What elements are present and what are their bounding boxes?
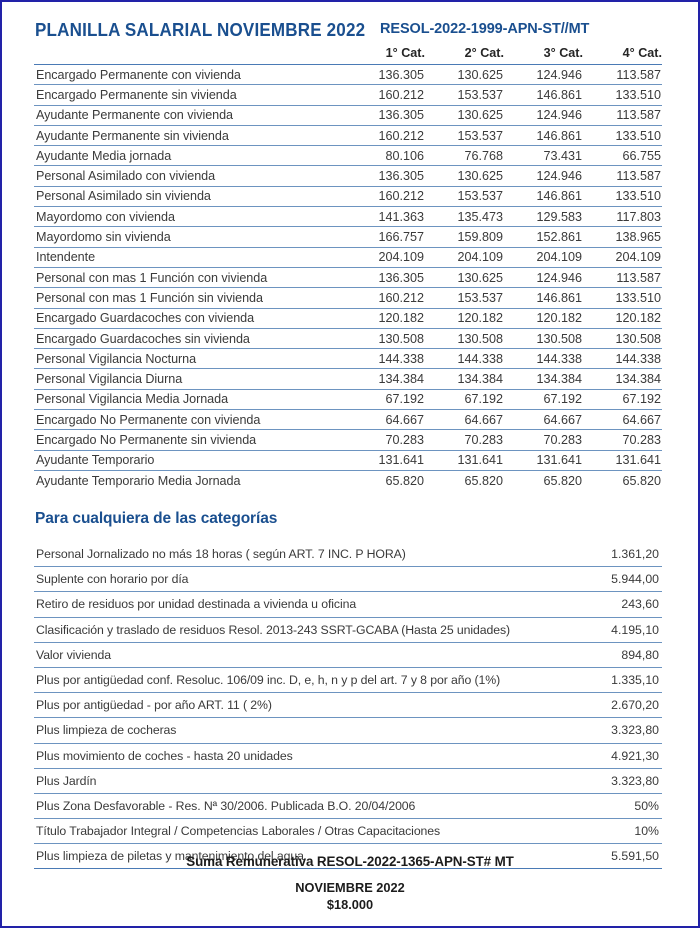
table-row — [34, 288, 662, 308]
category-value-cat-4: 204.109 — [583, 247, 662, 267]
category-value-cat-2: 70.283 — [425, 430, 504, 450]
category-label: Encargado Guardacoches con vivienda — [34, 308, 346, 328]
extra-value: 5.944,00 — [574, 567, 662, 592]
category-value-cat-1: 130.508 — [346, 328, 425, 348]
category-label: Personal Vigilancia Diurna — [34, 369, 346, 389]
category-value-cat-2: 159.809 — [425, 227, 504, 247]
category-value-cat-4: 144.338 — [583, 349, 662, 369]
category-label: Personal Asimilado con vivienda — [34, 166, 346, 186]
extra-label: Plus Zona Desfavorable - Res. Nª 30/2006. Publicada B.O. 20/04/2006 — [34, 793, 574, 818]
category-value-cat-1: 160.212 — [346, 125, 425, 145]
category-value-cat-2: 134.384 — [425, 369, 504, 389]
category-value-cat-2: 65.820 — [464, 473, 503, 488]
category-value-cat-2: 130.508 — [425, 328, 504, 348]
extra-label: Plus limpieza de cocheras — [34, 718, 574, 743]
category-value-cat-1: 70.283 — [346, 430, 425, 450]
table-row — [34, 146, 662, 166]
category-value-cat-3: 124.946 — [504, 105, 583, 125]
extra-label: Personal Jornalizado no más 18 horas ( según ART. 7 INC. P HORA) — [34, 542, 574, 567]
extra-value: 4.195,10 — [574, 617, 662, 642]
extra-value: 50% — [574, 793, 662, 818]
category-value-cat-1: 80.106 — [346, 146, 425, 166]
extra-value: 3.323,80 — [574, 718, 662, 743]
column-header-description — [34, 46, 346, 65]
category-value-cat-2: 130.625 — [425, 267, 504, 287]
table-row — [34, 166, 662, 186]
category-label: Mayordomo con vivienda — [34, 207, 346, 227]
category-value-cat-1: 65.820 — [385, 473, 424, 488]
category-table-head — [34, 46, 662, 65]
category-value-cat-3: 120.182 — [504, 308, 583, 328]
category-value-cat-4: 120.182 — [583, 308, 662, 328]
category-value-cat-1: 144.338 — [346, 349, 425, 369]
table-row — [34, 369, 662, 389]
category-value-cat-1: 131.641 — [346, 450, 425, 470]
extra-label: Plus movimiento de coches - hasta 20 unidades — [34, 743, 574, 768]
category-value-cat-2: 67.192 — [425, 389, 504, 409]
extra-label: Plus Jardín — [34, 768, 574, 793]
document-footer — [2, 854, 698, 912]
list-item — [34, 667, 662, 692]
category-value-cat-4: 133.510 — [583, 125, 662, 145]
column-header-cat-1: 1° Cat. — [346, 46, 425, 65]
extra-label: Plus por antigüedad conf. Resoluc. 106/09 inc. D, e, h, n y p del art. 7 y 8 por año (1%) — [34, 667, 574, 692]
table-row — [34, 450, 662, 470]
category-value-cat-4: 113.587 — [583, 105, 662, 125]
extra-value: 2.670,20 — [574, 693, 662, 718]
category-label: Encargado Permanente con vivienda — [34, 65, 346, 85]
category-value-cat-4: 117.803 — [583, 207, 662, 227]
extra-value: 5.591,50 — [574, 844, 662, 869]
category-label: Ayudante Temporario — [34, 450, 346, 470]
column-header-cat-2: 2° Cat. — [425, 46, 504, 65]
page-title: PLANILLA SALARIAL NOVIEMBRE 2022 — [35, 19, 366, 40]
category-value-cat-4: 65.820 — [622, 473, 661, 488]
category-label: Encargado No Permanente sin vivienda — [34, 430, 346, 450]
category-value-cat-3: 146.861 — [504, 85, 583, 105]
category-value-cat-2: 64.667 — [425, 410, 504, 430]
extras-table — [34, 542, 662, 869]
extra-value: 10% — [574, 819, 662, 844]
category-value-cat-2: 76.768 — [425, 146, 504, 166]
extra-value: 1.361,20 — [574, 542, 662, 567]
table-row — [34, 186, 662, 206]
category-label: Ayudante Temporario Media Jornada — [36, 473, 241, 488]
category-value-cat-3: 124.946 — [504, 267, 583, 287]
extra-label: Retiro de residuos por unidad destinada a vivienda u oficina — [34, 592, 574, 617]
category-value-cat-3: 152.861 — [504, 227, 583, 247]
table-row — [34, 65, 662, 85]
category-label: Encargado Permanente sin vivienda — [34, 85, 346, 105]
category-value-cat-3: 144.338 — [504, 349, 583, 369]
category-value-cat-2: 153.537 — [425, 186, 504, 206]
category-value-cat-1: 141.363 — [346, 207, 425, 227]
category-table-header-row — [34, 46, 662, 65]
extra-label: Plus limpieza de piletas y mantenimiento del agua — [34, 844, 574, 869]
category-value-cat-3: 131.641 — [504, 450, 583, 470]
category-value-cat-3: 67.192 — [504, 389, 583, 409]
table-row — [34, 125, 662, 145]
category-value-cat-4: 133.510 — [583, 186, 662, 206]
category-salary-table — [34, 46, 662, 490]
category-label: Ayudante Permanente sin vivienda — [34, 125, 346, 145]
extra-value: 4.921,30 — [574, 743, 662, 768]
category-value-cat-4: 113.587 — [583, 166, 662, 186]
category-value-cat-1: 136.305 — [346, 105, 425, 125]
category-label: Intendente — [34, 247, 346, 267]
category-value-cat-4: 134.384 — [583, 369, 662, 389]
extra-label: Valor vivienda — [34, 642, 574, 667]
footer-amount-line: $18.000 — [326, 897, 374, 912]
category-value-cat-1: 136.305 — [346, 267, 425, 287]
list-item — [34, 617, 662, 642]
table-row — [34, 267, 662, 287]
extra-label: Clasificación y traslado de residuos Resol. 2013-243 SSRT-GCABA (Hasta 25 unidades) — [34, 617, 574, 642]
column-header-cat-4: 4° Cat. — [583, 46, 662, 65]
list-item — [34, 642, 662, 667]
list-item — [34, 743, 662, 768]
category-value-cat-4: 67.192 — [583, 389, 662, 409]
category-value-cat-4: 70.283 — [583, 430, 662, 450]
category-value-cat-1: 134.384 — [346, 369, 425, 389]
category-value-cat-3: 146.861 — [504, 186, 583, 206]
category-value-cat-3: 70.283 — [504, 430, 583, 450]
category-value-cat-3: 73.431 — [504, 146, 583, 166]
category-value-cat-4: 138.965 — [583, 227, 662, 247]
extra-value: 894,80 — [574, 642, 662, 667]
list-item — [34, 718, 662, 743]
category-value-cat-2: 153.537 — [425, 85, 504, 105]
category-label: Personal con mas 1 Función con vivienda — [34, 267, 346, 287]
category-value-cat-3: 130.508 — [504, 328, 583, 348]
footer-resolution-line: Suma Remunerativa RESOL-2022-1365-APN-ST# MT — [186, 854, 514, 869]
page-content — [2, 2, 698, 926]
category-value-cat-3: 64.667 — [504, 410, 583, 430]
category-value-cat-2: 144.338 — [425, 349, 504, 369]
category-label: Encargado No Permanente con vivienda — [34, 410, 346, 430]
category-value-cat-1: 64.667 — [346, 410, 425, 430]
category-value-cat-2: 130.625 — [425, 65, 504, 85]
extras-table-body — [34, 542, 662, 869]
resolution-reference: RESOL-2022-1999-APN-ST//MT — [380, 21, 590, 37]
category-value-cat-3: 204.109 — [504, 247, 583, 267]
category-value-cat-1: 204.109 — [346, 247, 425, 267]
list-item — [34, 793, 662, 818]
table-row — [34, 227, 662, 247]
category-label: Mayordomo sin vivienda — [34, 227, 346, 247]
category-label: Personal Vigilancia Nocturna — [34, 349, 346, 369]
category-value-cat-4: 131.641 — [583, 450, 662, 470]
category-value-cat-1: 120.182 — [346, 308, 425, 328]
extra-value: 1.335,10 — [574, 667, 662, 692]
category-value-cat-2: 131.641 — [425, 450, 504, 470]
table-row — [34, 349, 662, 369]
category-value-cat-4: 133.510 — [583, 288, 662, 308]
category-value-cat-2: 120.182 — [425, 308, 504, 328]
category-value-cat-4: 64.667 — [583, 410, 662, 430]
list-item — [34, 693, 662, 718]
table-row — [34, 328, 662, 348]
category-value-cat-1: 166.757 — [346, 227, 425, 247]
extras-section-title: Para cualquiera de las categorías — [35, 510, 278, 527]
category-value-cat-2: 153.537 — [425, 288, 504, 308]
category-value-cat-1: 160.212 — [346, 85, 425, 105]
extra-value: 3.323,80 — [574, 768, 662, 793]
footer-period-line: NOVIEMBRE 2022 — [295, 880, 405, 895]
table-row — [34, 308, 662, 328]
list-item — [34, 768, 662, 793]
category-value-cat-3: 146.861 — [504, 125, 583, 145]
table-row — [34, 247, 662, 267]
category-value-cat-3: 146.861 — [504, 288, 583, 308]
category-value-cat-2: 135.473 — [425, 207, 504, 227]
category-value-cat-2: 204.109 — [425, 247, 504, 267]
category-label: Encargado Guardacoches sin vivienda — [34, 328, 346, 348]
extra-value: 243,60 — [574, 592, 662, 617]
category-value-cat-3: 134.384 — [504, 369, 583, 389]
table-row — [34, 85, 662, 105]
list-item — [34, 567, 662, 592]
extra-label: Suplente con horario por día — [34, 567, 574, 592]
category-label: Personal con mas 1 Función sin vivienda — [34, 288, 346, 308]
category-value-cat-2: 130.625 — [425, 105, 504, 125]
category-value-cat-3: 124.946 — [504, 65, 583, 85]
category-value-cat-1: 160.212 — [346, 288, 425, 308]
extra-label: Título Trabajador Integral / Competencias Laborales / Otras Capacitaciones — [34, 819, 574, 844]
category-label: Ayudante Permanente con vivienda — [34, 105, 346, 125]
list-item — [34, 592, 662, 617]
table-row — [34, 207, 662, 227]
category-value-cat-1: 160.212 — [346, 186, 425, 206]
category-value-cat-4: 133.510 — [583, 85, 662, 105]
list-item — [34, 542, 662, 567]
category-table-body — [34, 65, 662, 491]
category-value-cat-4: 130.508 — [583, 328, 662, 348]
category-value-cat-1: 136.305 — [346, 65, 425, 85]
category-value-cat-3: 124.946 — [504, 166, 583, 186]
table-row — [34, 410, 662, 430]
list-item — [34, 819, 662, 844]
category-value-cat-4: 113.587 — [583, 267, 662, 287]
category-value-cat-2: 153.537 — [425, 125, 504, 145]
category-label: Ayudante Media jornada — [34, 146, 346, 166]
category-label: Personal Vigilancia Media Jornada — [34, 389, 346, 409]
category-value-cat-2: 130.625 — [425, 166, 504, 186]
category-value-cat-1: 67.192 — [346, 389, 425, 409]
category-value-cat-1: 136.305 — [346, 166, 425, 186]
table-row — [34, 430, 662, 450]
table-row — [34, 105, 662, 125]
table-row — [34, 470, 662, 490]
category-value-cat-3: 65.820 — [543, 473, 582, 488]
extra-label: Plus por antigüedad - por año ART. 11 ( 2%) — [34, 693, 574, 718]
category-label: Personal Asimilado sin vivienda — [34, 186, 346, 206]
table-row — [34, 389, 662, 409]
category-value-cat-4: 113.587 — [583, 65, 662, 85]
category-value-cat-4: 66.755 — [583, 146, 662, 166]
document-header — [35, 19, 665, 43]
column-header-cat-3: 3° Cat. — [504, 46, 583, 65]
category-value-cat-3: 129.583 — [504, 207, 583, 227]
